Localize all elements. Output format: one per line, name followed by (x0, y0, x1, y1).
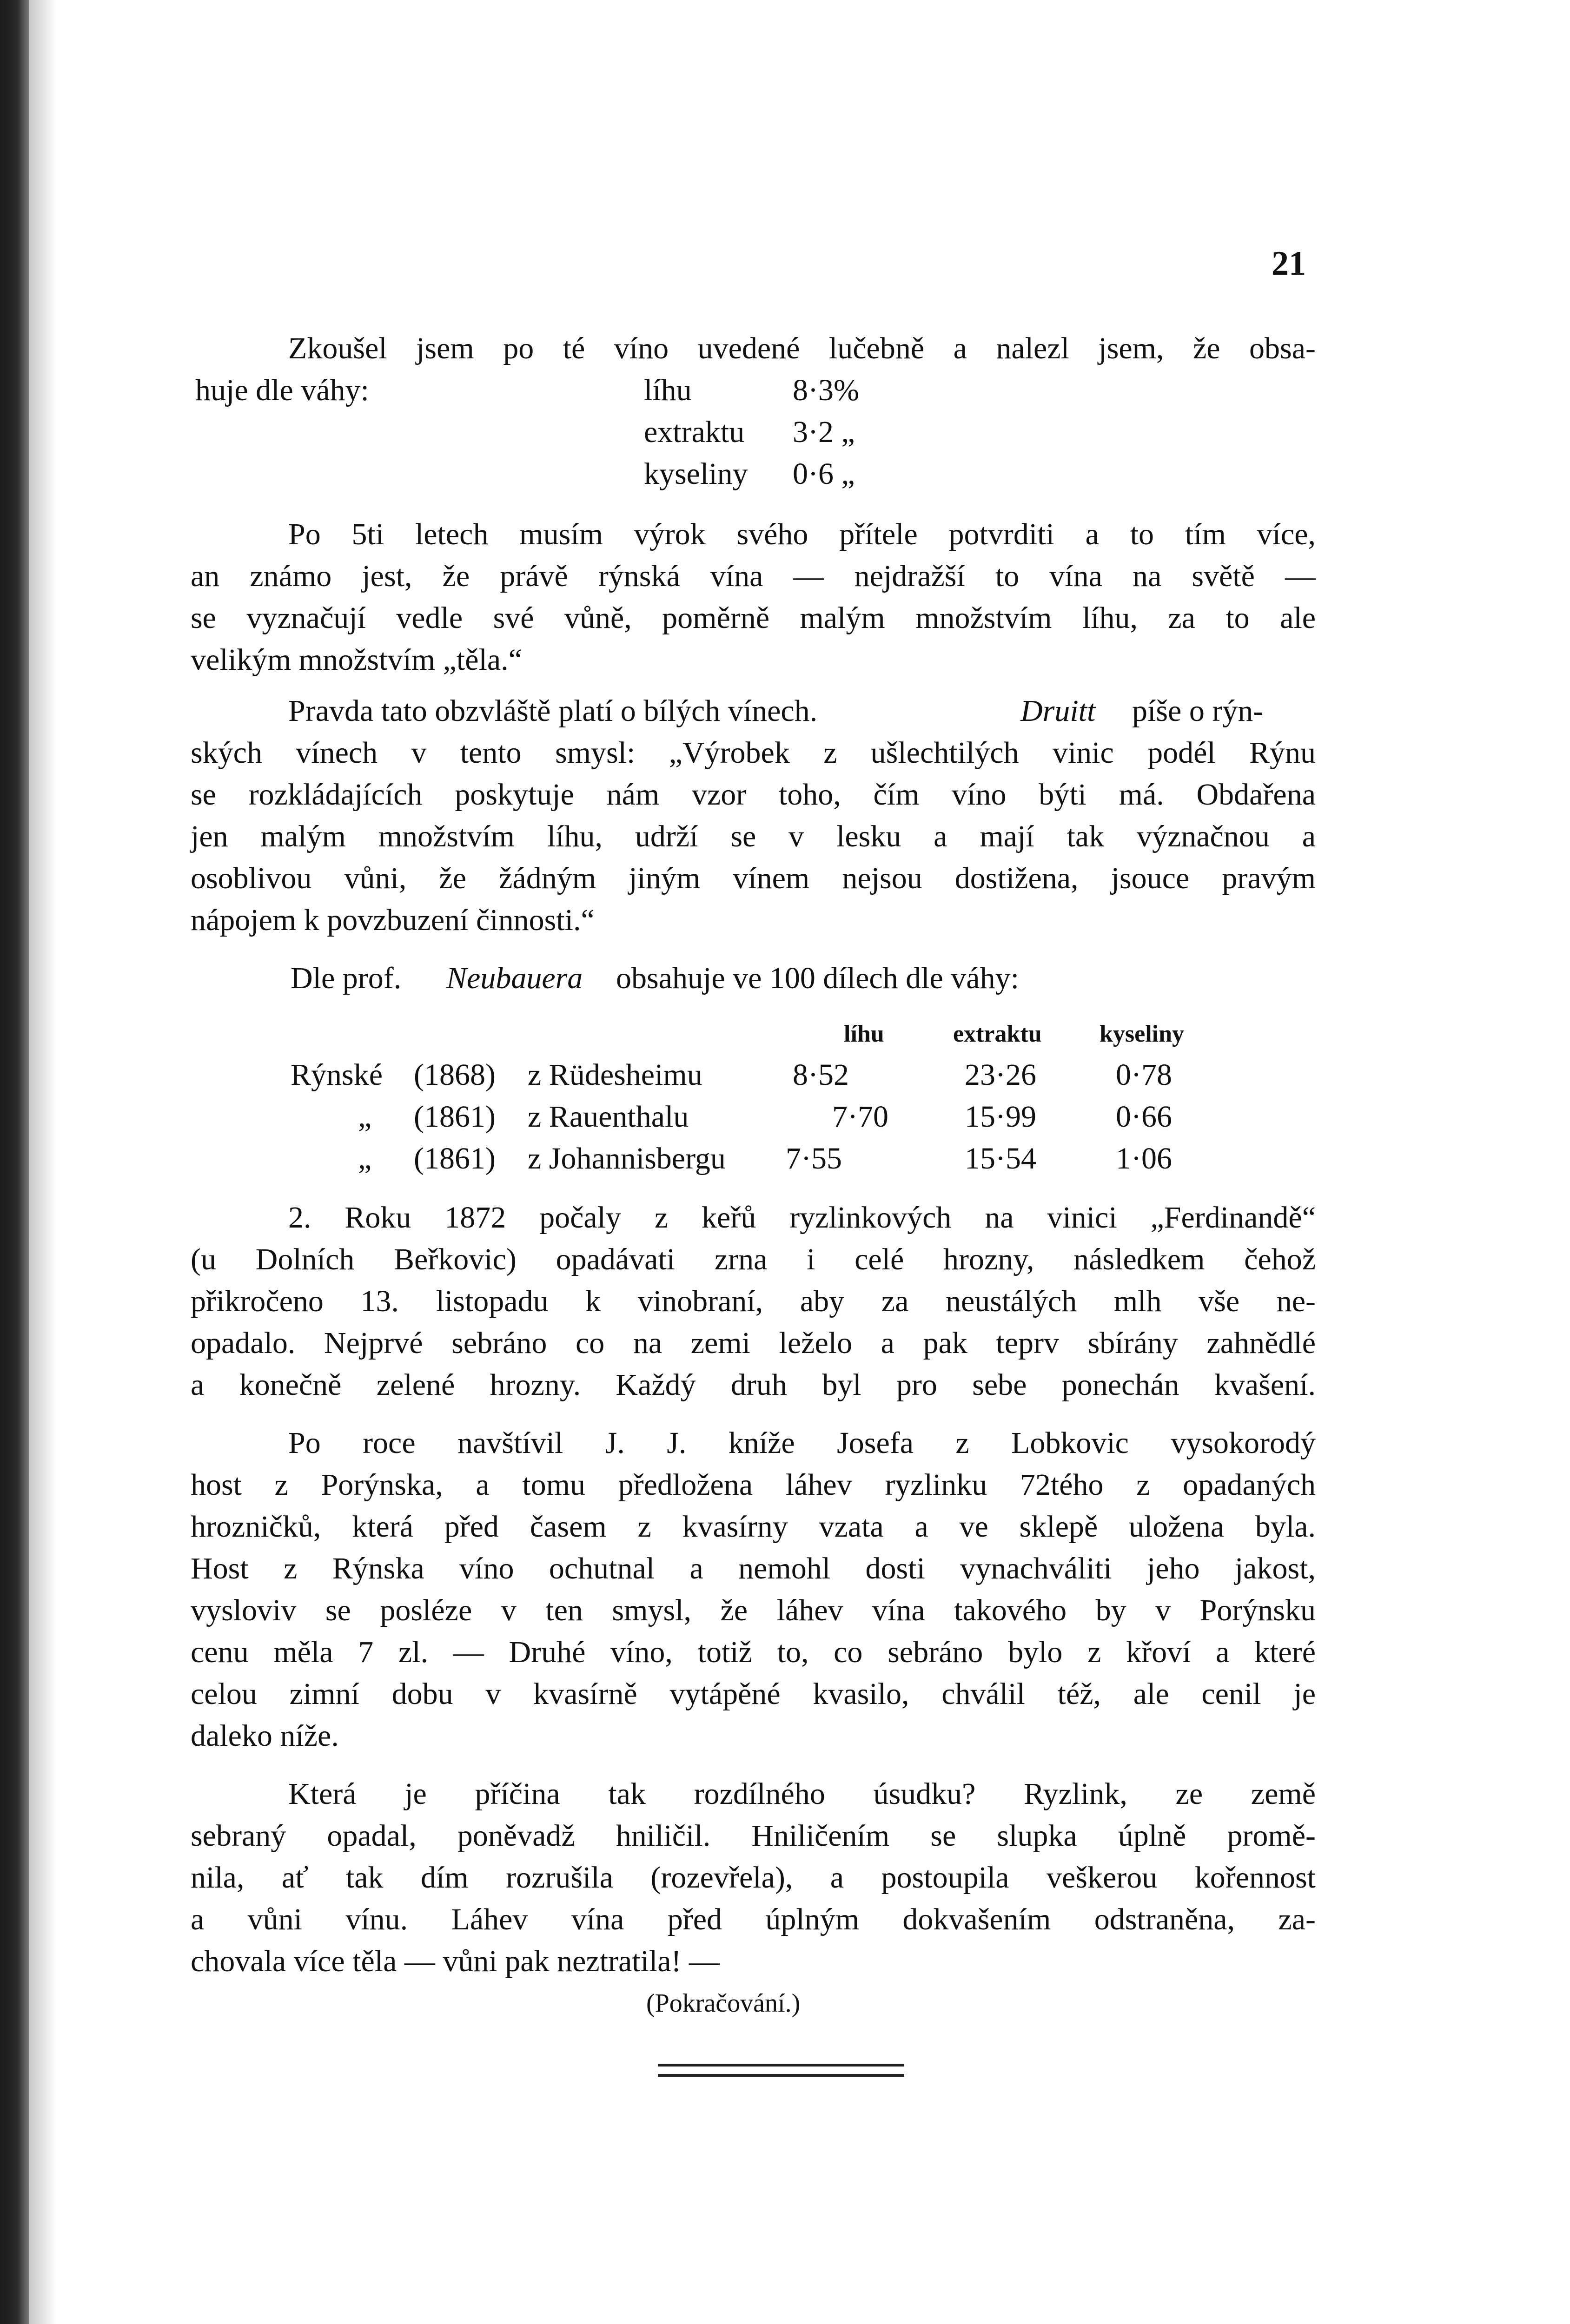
table-intro-end: obsahuje ve 100 dílech dle váhy: (616, 961, 1019, 995)
closing-rule (658, 2074, 904, 2077)
page-gutter-shadow (29, 0, 57, 2324)
table-cell-origin: z Rüdesheimu (528, 1058, 702, 1092)
composition-value: 3·2 „ (793, 415, 855, 449)
paragraph-line: opadalo. Nejprvé sebráno co na zemi leželo a pak teprv sbírány zahnědlé (191, 1326, 1316, 1360)
paragraph-line: Po 5ti letech musím výrok svého přítele potvrditi a to tím více, (288, 517, 1316, 551)
table-cell-origin: z Johannisbergu (528, 1142, 726, 1175)
table-cell-value: 7·55 (786, 1142, 842, 1175)
paragraph-line: (u Dolních Beřkovic) opadávati zrna i celé hrozny, následkem čehož (191, 1242, 1316, 1276)
table-cell-value: 15·54 (965, 1142, 1036, 1175)
book-binding-edge (0, 0, 29, 2324)
table-header: extraktu (953, 1021, 1042, 1047)
table-header: líhu (844, 1021, 884, 1047)
paragraph-line: velikým množstvím „těla.“ (191, 643, 522, 677)
continuation-note: (Pokračování.) (646, 1989, 801, 2018)
paragraph-line: an známo jest, že právě rýnská vína — nejdražší to vína na světě — (191, 559, 1316, 593)
composition-label: kyseliny (644, 457, 748, 491)
author-name: Neubauera (446, 961, 583, 995)
paragraph-line: přikročeno 13. listopadu k vinobraní, aby za neustálých mlh vše ne- (191, 1284, 1316, 1318)
table-header: kyseliny (1100, 1021, 1185, 1047)
paragraph-line-start: Pravda tato obzvláště platí o bílých vínech. (288, 694, 818, 728)
paragraph-line: se vyznačují vedle své vůně, poměrně malým množstvím líhu, za to ale (191, 601, 1316, 635)
paragraph-line: Po roce navštívil J. J. kníže Josefa z Lobkovic vysokorodý (288, 1426, 1316, 1460)
paragraph-line: host z Porýnska, a tomu předložena láhev ryzlinku 72tého z opadaných (191, 1468, 1316, 1502)
table-cell-name: „ (358, 1100, 372, 1134)
table-cell-year: (1861) (414, 1100, 496, 1134)
composition-label: líhu (644, 373, 692, 407)
paragraph-line: a vůni vínu. Láhev vína před úplným dokvašením odstraněna, za- (191, 1902, 1316, 1936)
paragraph-line-start: huje dle váhy: (195, 373, 369, 407)
table-cell-name: „ (358, 1142, 372, 1175)
paragraph-line: cenu měla 7 zl. — Druhé víno, totiž to, co sebráno bylo z křoví a které (191, 1635, 1316, 1669)
table-cell-name: Rýnské (291, 1058, 383, 1092)
paragraph-line: nila, ať tak dím rozrušila (rozevřela), a postoupila veškerou kořennost (191, 1861, 1316, 1895)
table-cell-year: (1868) (414, 1058, 496, 1092)
table-cell-origin: z Rauenthalu (528, 1100, 689, 1134)
paragraph-line: vysloviv se posléze v ten smysl, že láhev vína takového by v Porýnsku (191, 1593, 1316, 1627)
paragraph-line: jen malým množstvím líhu, udrží se v lesku a mají tak význačnou a (191, 819, 1316, 853)
author-name: Druitt (1020, 694, 1096, 728)
paragraph-line: hrozničků, která před časem z kvasírny vzata a ve sklepě uložena byla. (191, 1510, 1316, 1544)
closing-rule (658, 2064, 904, 2067)
paragraph-line-end: píše o rýn- (1132, 694, 1264, 728)
paragraph-line: celou zimní dobu v kvasírně vytápěné kvasilo, chválil též, ale cenil je (191, 1677, 1316, 1711)
paragraph-line: 2. Roku 1872 počaly z keřů ryzlinkových na vinici „Ferdinandě“ (288, 1201, 1316, 1235)
table-cell-value: 1·06 (1116, 1142, 1172, 1175)
paragraph-line: chovala více těla — vůni pak neztratila! — (191, 1944, 720, 1978)
page-number: 21 (1272, 244, 1306, 283)
composition-value: 8·3% (793, 373, 859, 407)
paragraph-line: se rozkládajících poskytuje nám vzor toho, čím víno býti má. Obdařena (191, 778, 1316, 812)
table-cell-value: 0·66 (1116, 1100, 1172, 1134)
composition-value: 0·6 „ (793, 457, 855, 491)
paragraph-line: Host z Rýnska víno ochutnal a nemohl dosti vynachváliti jeho jakost, (191, 1552, 1316, 1585)
paragraph-line: Která je příčina tak rozdílného úsudku? Ryzlink, ze země (288, 1777, 1316, 1811)
table-intro-start: Dle prof. (291, 961, 402, 995)
paragraph-line: a konečně zelené hrozny. Každý druh byl pro sebe ponechán kvašení. (191, 1368, 1316, 1402)
table-cell-value: 7·70 (832, 1100, 888, 1134)
paragraph-line: daleko níže. (191, 1719, 339, 1753)
composition-label: extraktu (644, 415, 745, 449)
paragraph-line: sebraný opadal, poněvadž hniličil. Hniličením se slupka úplně promě- (191, 1819, 1316, 1853)
table-cell-value: 0·78 (1116, 1058, 1172, 1092)
paragraph-line: osoblivou vůni, že žádným jiným vínem nejsou dostižena, jsouce pravým (191, 861, 1316, 895)
paragraph-line: Zkoušel jsem po té víno uvedené lučebně a nalezl jsem, že obsa- (288, 331, 1316, 365)
paragraph-line: nápojem k povzbuzení činnosti.“ (191, 903, 595, 937)
table-cell-year: (1861) (414, 1142, 496, 1175)
table-cell-value: 23·26 (965, 1058, 1036, 1092)
paragraph-line: ských vínech v tento smysl: „Výrobek z ušlechtilých vinic podél Rýnu (191, 736, 1316, 770)
table-cell-value: 8·52 (793, 1058, 849, 1092)
table-cell-value: 15·99 (965, 1100, 1036, 1134)
